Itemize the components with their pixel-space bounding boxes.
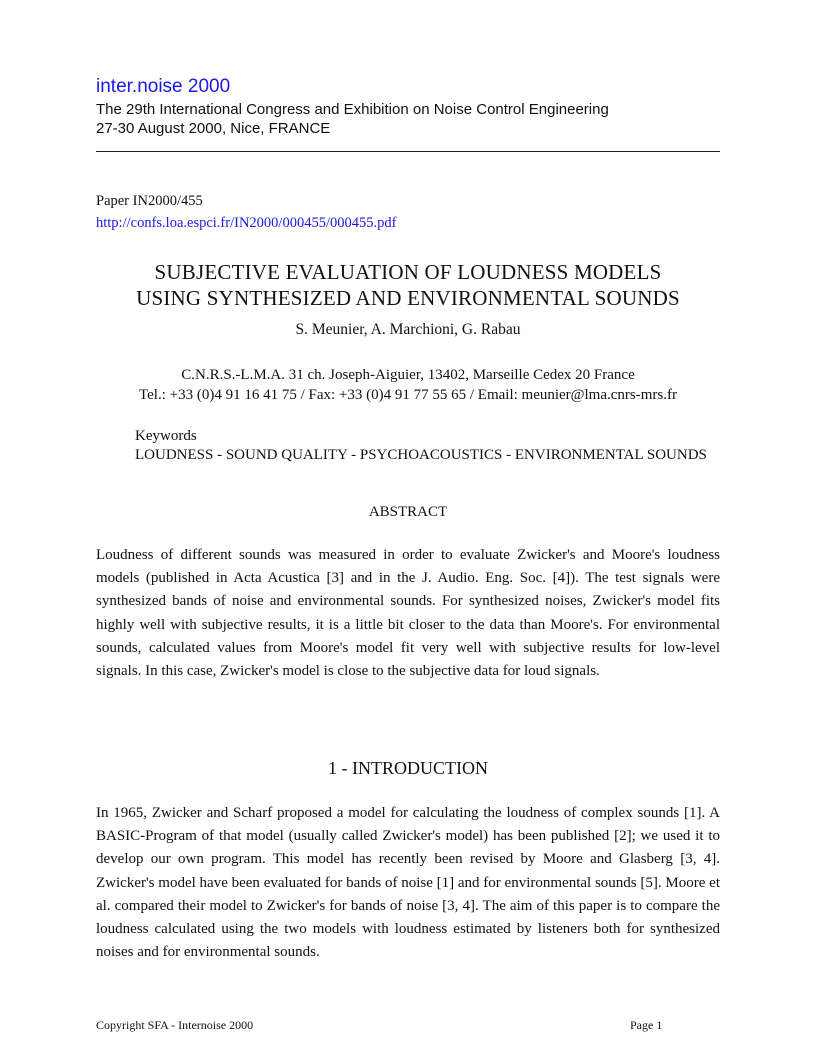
affiliation bbox=[96, 365, 720, 405]
title-line-2: USING SYNTHESIZED AND ENVIRONMENTAL SOUNDS bbox=[136, 286, 680, 310]
paper-url-link[interactable]: http://confs.loa.espci.fr/IN2000/000455/000455.pdf bbox=[96, 215, 397, 231]
footer-page-number: Page 1 bbox=[630, 1018, 663, 1032]
keywords-block bbox=[135, 427, 725, 464]
conference-info bbox=[96, 100, 609, 138]
affiliation-contact: Tel.: +33 (0)4 91 16 41 75 / Fax: +33 (0)4 91 77 55 65 / Email: meunier@lma.cnrs-mrs.fr bbox=[139, 387, 677, 403]
congress-line: The 29th International Congress and Exhibition on Noise Control Engineering bbox=[96, 101, 609, 118]
affiliation-address: C.N.R.S.-L.M.A. 31 ch. Joseph-Aiguier, 13402, Marseille Cedex 20 France bbox=[181, 367, 635, 383]
authors: S. Meunier, A. Marchioni, G. Rabau bbox=[295, 321, 521, 338]
title-line-1: SUBJECTIVE EVALUATION OF LOUDNESS MODELS bbox=[154, 260, 662, 284]
footer-copyright: Copyright SFA - Internoise 2000 bbox=[96, 1018, 254, 1032]
paper-title bbox=[96, 259, 720, 311]
header-divider bbox=[96, 151, 720, 152]
date-location: 27-30 August 2000, Nice, FRANCE bbox=[96, 120, 331, 137]
conference-name: inter.noise 2000 bbox=[96, 76, 231, 97]
abstract-body: Loudness of different sounds was measured in order to evaluate Zwicker's and Moore's loudness models (published in Acta Acustica [3] and in the J. Audio. Eng. Soc. [4]). The test signals were synthesized bands of noise and environmental sounds. For synthesized noises, Zwicker's model fits highly well with subjective results, it is a little bit closer to the data than Moore's. For environmental sounds, calculated values from Moore's model fit very well with subjective results for low-level signals. In this case, Zwicker's model is close to the subjective data for loud signals. bbox=[96, 547, 720, 680]
keywords-heading: Keywords bbox=[135, 428, 197, 444]
introduction-heading: 1 - INTRODUCTION bbox=[328, 758, 488, 778]
abstract-heading: ABSTRACT bbox=[368, 504, 448, 520]
paper-id: Paper IN2000/455 bbox=[96, 193, 203, 209]
introduction-body: In 1965, Zwicker and Scharf proposed a model for calculating the loudness of complex sounds [1]. A BASIC-Program of that model (usually called Zwicker's model) has been published [2]; we used it to develop our own program. This model has recently been revised by Moore and Glasberg [3, 4]. Zwicker's model have been evaluated for bands of noise [1] and for environmental sounds [5]. Moore et al. compared their model to Zwicker's for bands of noise [3, 4]. The aim of this paper is to compare the loudness calculated using the two models with loudness estimated by listeners both for synthesized noises and for environmental sounds. bbox=[96, 805, 720, 961]
keywords-text: LOUDNESS - SOUND QUALITY - PSYCHOACOUSTICS - ENVIRONMENTAL SOUNDS bbox=[135, 446, 707, 463]
